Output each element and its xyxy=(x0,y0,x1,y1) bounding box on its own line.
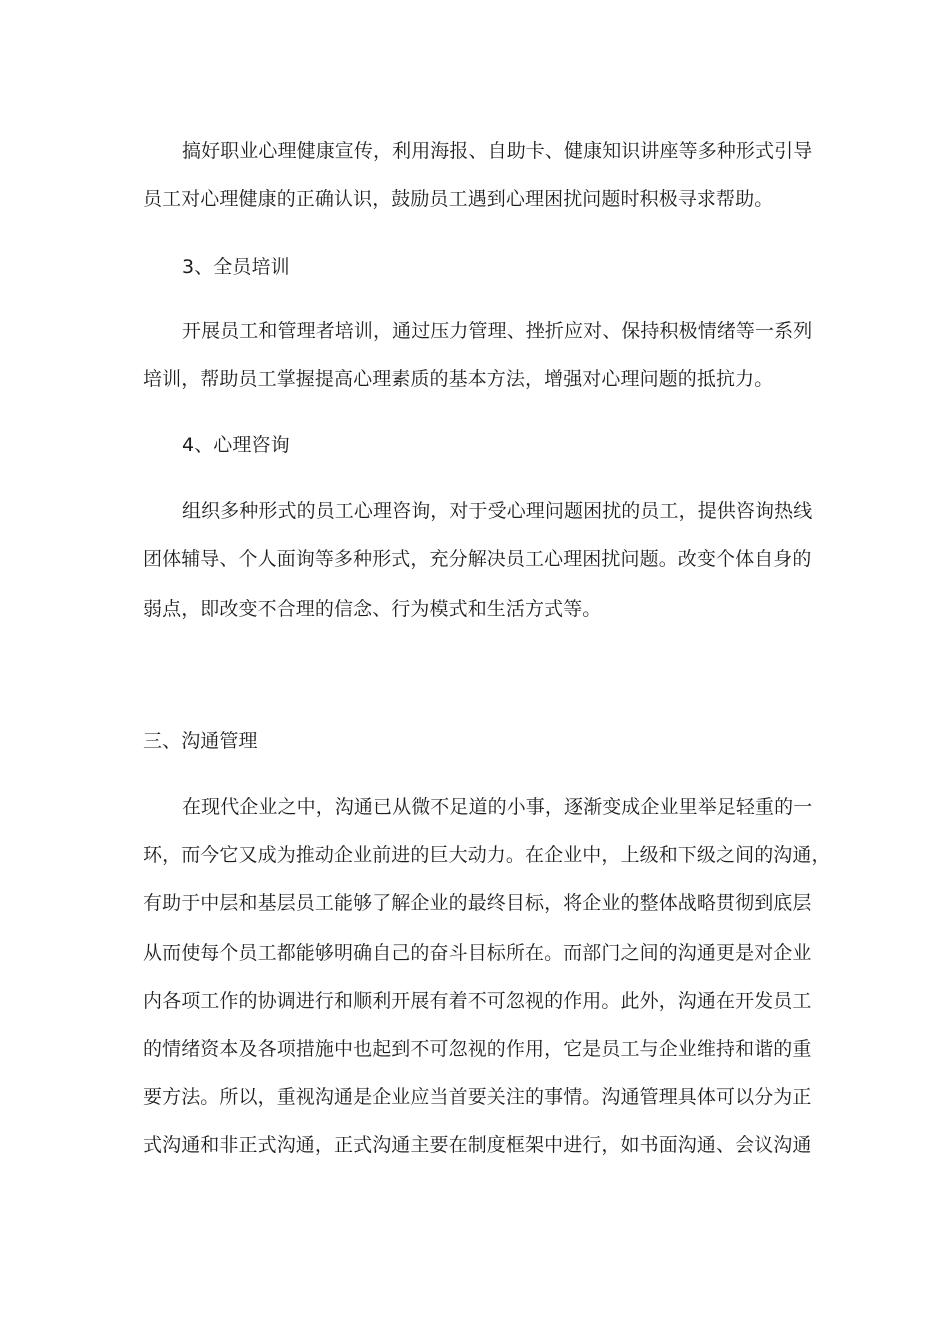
paragraph-line: 环，而今它又成为推动企业前进的巨大动力。在企业中，上级和下级之间的沟通， xyxy=(143,844,831,866)
paragraph-line: 有助于中层和基层员工能够了解企业的最终目标，将企业的整体战略贯彻到底层 xyxy=(143,892,812,914)
section-heading: 三、沟通管理 xyxy=(143,730,258,752)
paragraph-line: 团体辅导、个人面询等多种形式，充分解决员工心理困扰问题。改变个体自身的 xyxy=(143,548,812,570)
paragraph-line: 内各项工作的协调进行和顺利开展有着不可忽视的作用。此外，沟通在开发员工 xyxy=(143,990,812,1012)
paragraph-line: 开展员工和管理者培训，通过压力管理、挫折应对、保持积极情绪等一系列 xyxy=(182,320,813,342)
paragraph-line: 从而使每个员工都能够明确自己的奋斗目标所在。而部门之间的沟通更是对企业 xyxy=(143,942,812,964)
paragraph-line: 弱点，即改变不合理的信念、行为模式和生活方式等。 xyxy=(143,598,602,620)
paragraph-line: 培训，帮助员工掌握提高心理素质的基本方法，增强对心理问题的抵抗力。 xyxy=(143,368,774,390)
item-heading-counseling: 4、心理咨询 xyxy=(182,434,290,456)
paragraph-line: 的情绪资本及各项措施中也起到不可忽视的作用，它是员工与企业维持和谐的重 xyxy=(143,1038,812,1060)
paragraph-line: 式沟通和非正式沟通，正式沟通主要在制度框架中进行，如书面沟通、会议沟通 xyxy=(143,1134,812,1156)
paragraph-line: 在现代企业之中，沟通已从微不足道的小事，逐渐变成企业里举足轻重的一 xyxy=(182,796,813,818)
paragraph-line: 搞好职业心理健康宣传，利用海报、自助卡、健康知识讲座等多种形式引导 xyxy=(182,140,813,162)
paragraph-line: 员工对心理健康的正确认识，鼓励员工遇到心理困扰问题时积极寻求帮助。 xyxy=(143,188,774,210)
item-heading-training: 3、全员培训 xyxy=(182,256,290,278)
paragraph-line: 组织多种形式的员工心理咨询，对于受心理问题困扰的员工，提供咨询热线 xyxy=(182,500,813,522)
paragraph-line: 要方法。所以，重视沟通是企业应当首要关注的事情。沟通管理具体可以分为正 xyxy=(143,1086,812,1108)
